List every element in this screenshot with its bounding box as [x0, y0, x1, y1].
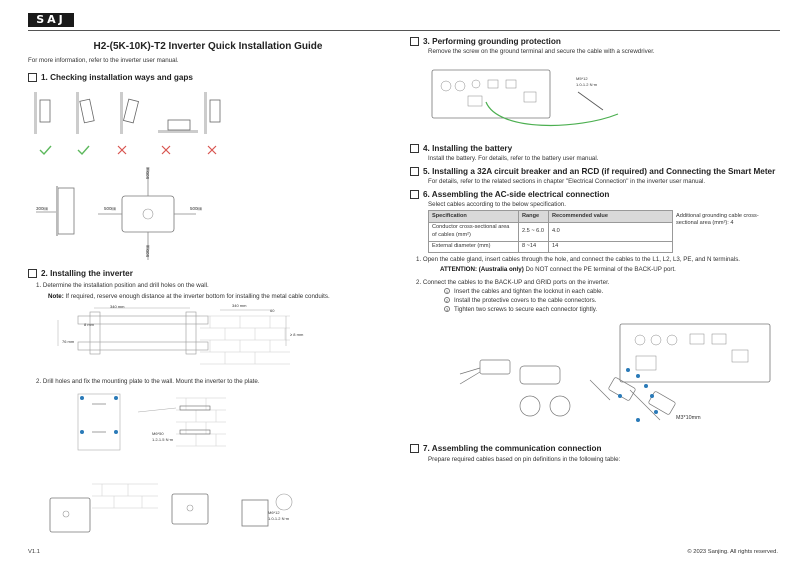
torque-2: 1.0-1.2 N·m [268, 516, 290, 521]
screw-m3-10: M3*10mm [676, 415, 701, 421]
section-3-heading [410, 36, 561, 47]
s2-step2: 2. Drill holes and fix the mounting plate to the wall. Mount the inverter to the plate. [36, 378, 260, 385]
section-1-heading [28, 72, 193, 83]
dim-76: 76 mm [62, 339, 75, 344]
cable-spec-table [428, 210, 777, 253]
s4-text: Install the battery. For details, refer to the battery user manual. [428, 155, 599, 162]
way-tilted-back [76, 92, 94, 134]
grounding-diagram [428, 62, 628, 132]
wall-brick-detail [200, 306, 300, 368]
section-7-heading [410, 443, 601, 454]
cross-icon [162, 146, 170, 154]
way-tilted-forward [120, 92, 139, 134]
section-2-heading [28, 268, 133, 279]
cell: 8 ~14 [519, 241, 549, 253]
num-2-icon: 2 [445, 298, 449, 304]
dim-340-a: 340 mm [110, 304, 125, 309]
th-range: Range [519, 211, 549, 223]
screw-m6-50: M6*50 [152, 431, 164, 436]
cell: Conductor cross-sectional area of cables (mm²) [429, 222, 519, 241]
sub-text: Tighten two screws to secure each connector tightly. [454, 306, 598, 313]
torque-1: 1.2-1.5 N·m [152, 437, 174, 442]
cross-icon [208, 146, 216, 154]
s6-sub-3 [444, 306, 597, 314]
section-5-title: 5. Installing a 32A circuit breaker and an RCD (if required) and Connecting the Smart Meter [423, 167, 776, 176]
check-icon [40, 146, 51, 154]
ac-connector-diagram [460, 320, 780, 435]
attention-text: Do NOT connect the PE terminal of the BACK-UP port. [523, 266, 676, 273]
checkbox-icon [410, 444, 419, 453]
clearance-diagram [36, 168, 236, 263]
screw-m6-12: M6*12 [268, 510, 280, 515]
checkbox-icon [410, 144, 419, 153]
page-title: H2-(5K-10K)-T2 Inverter Quick Installation Guide [93, 41, 323, 52]
copyright: © 2023 Sanjing. All rights reserved. [687, 549, 778, 555]
checkbox-icon [28, 73, 37, 82]
intro-text: For more information, refer to the inverter user manual. [28, 57, 179, 64]
section-4-heading [410, 143, 512, 154]
cell: 4.0 [549, 222, 673, 241]
note-label: Note: [48, 293, 64, 300]
cell: External diameter (mm) [429, 241, 519, 253]
s7-text: Prepare required cables based on pin definitions in the following table: [428, 456, 621, 463]
s6-step2: 2. Connect the cables to the BACK-UP and GRID ports on the inverter. [416, 279, 610, 286]
saj-logo: SAJ [28, 13, 74, 27]
screw-m5-12: M5*12 [576, 76, 588, 81]
s6-step1: 1. Open the cable gland, insert cables through the hole, and connect the cables to the L1, L2, L3, PE, and N terminals. [416, 256, 741, 263]
section-1-title: 1. Checking installation ways and gaps [41, 73, 193, 82]
ground-torque: 1.0-1.2 N·m [576, 82, 598, 87]
gap-top-label: 500㎜ [144, 167, 150, 180]
sub-text: Install the protective covers to the cable connectors. [454, 297, 597, 304]
s6-sub-1 [444, 288, 603, 296]
check-icon [78, 146, 89, 154]
section-3-title: 3. Performing grounding protection [423, 37, 561, 46]
section-5-heading [410, 166, 775, 177]
sub-text: Insert the cables and tighten the locknut in each cable. [454, 288, 604, 295]
num-3-icon: 3 [445, 307, 449, 313]
section-7-title: 7. Assembling the communication connection [423, 444, 602, 453]
th-recommended: Recommended value [549, 211, 673, 223]
way-horizontal [158, 120, 198, 133]
gap-bottom-label: 500㎜ [144, 245, 150, 258]
num-1-icon: 1 [445, 289, 449, 295]
checkbox-icon [28, 269, 37, 278]
cell: 14 [549, 241, 673, 253]
gap-right-label: 500㎜ [190, 206, 203, 211]
installation-ways-illustration [28, 88, 408, 160]
note-text: If required, reserve enough distance at the inverter bottom for installing the metal cable conduits. [63, 293, 330, 300]
checkbox-icon [410, 190, 419, 199]
gap-left-label: 300㎜ [36, 206, 49, 211]
section-4-title: 4. Installing the battery [423, 144, 513, 153]
checkbox-icon [410, 167, 419, 176]
dim-8: 8 mm [84, 322, 94, 327]
gap-mid-label: 500㎜ [104, 206, 117, 211]
cross-icon [118, 146, 126, 154]
checkbox-icon [410, 37, 419, 46]
s6-attention [440, 266, 676, 274]
dim-ge8: ≥ 8 mm [290, 332, 304, 337]
s2-note [48, 293, 398, 301]
s6-sub-2 [444, 297, 596, 305]
dim-60: 60 [270, 308, 275, 313]
attention-label: ATTENTION: (Australia only) [440, 266, 524, 273]
s3-text: Remove the screw on the ground terminal and secure the cable with a screwdriver. [428, 48, 655, 55]
th-spec: Specification [429, 211, 519, 223]
header-rule [28, 30, 780, 31]
s2-step1: 1. Determine the installation position and drill holes on the wall. [36, 282, 209, 289]
s5-text: For details, refer to the related sections in chapter "Electrical Connection" in the inverter user manual. [428, 178, 706, 185]
section-6-heading [410, 189, 609, 200]
section-2-title: 2. Installing the inverter [41, 269, 133, 278]
cell: 2.5 ~ 6.0 [519, 222, 549, 241]
version-label: V1.1 [28, 549, 40, 555]
section-6-title: 6. Assembling the AC-side electrical connection [423, 190, 610, 199]
dim-340-b: 340 mm [232, 303, 247, 308]
way-vertical [34, 92, 50, 134]
s6-text: Select cables according to the below specification. [428, 201, 566, 208]
drilling-diagram [76, 392, 316, 454]
way-upside-down [204, 92, 220, 134]
grounding-note: Additional grounding cable cross-sectional area (mm²): 4 [676, 212, 759, 227]
